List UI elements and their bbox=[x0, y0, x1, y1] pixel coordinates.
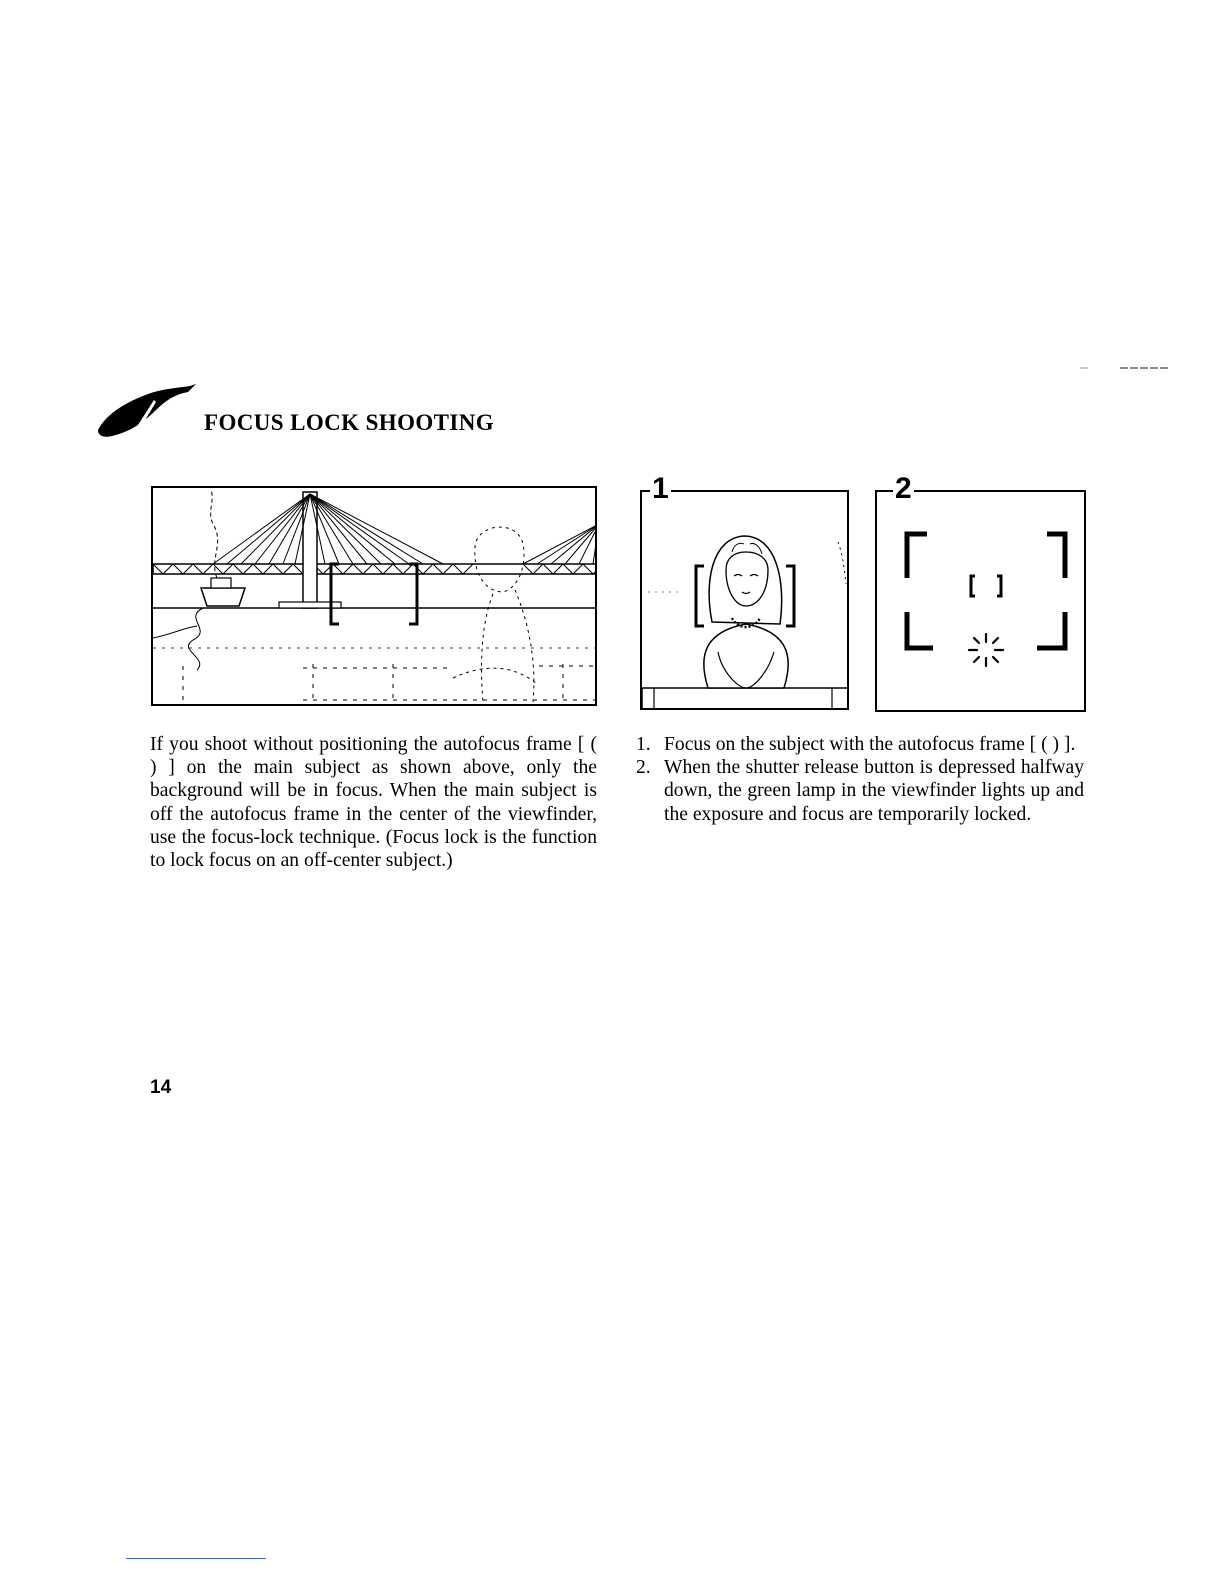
step-text: When the shutter release button is depressed halfway down, the green lamp in the viewfinder lights up and the exposure and focus are temporarily locked. bbox=[664, 757, 1084, 825]
step-1-drawing bbox=[642, 492, 849, 710]
step-number: 2. bbox=[636, 757, 651, 779]
green-lamp-icon bbox=[969, 634, 1003, 666]
intro-paragraph: If you shoot without positioning the autofocus frame [ ( ) ] on the main subject as shown above, only the background will be in focus. When the main subject is off the autofocus frame in the center of the viewfinder, use the focus-lock technique. (Focus lock is the function to lock focus on an off-center subject.) bbox=[150, 734, 597, 872]
page-title: FOCUS LOCK SHOOTING bbox=[204, 410, 495, 435]
step-number: 1. bbox=[636, 734, 651, 755]
step-item bbox=[636, 756, 1084, 826]
step-item bbox=[636, 733, 1084, 756]
steps-list bbox=[636, 733, 1084, 826]
section-number-icon bbox=[92, 380, 202, 440]
step-1-label: 1 bbox=[652, 472, 669, 505]
footer-rule bbox=[126, 1558, 266, 1559]
bridge-scene-drawing bbox=[153, 488, 597, 706]
viewfinder-drawing bbox=[877, 492, 1086, 712]
scan-artifact bbox=[1060, 362, 1170, 372]
bridge-scene-illustration bbox=[151, 486, 597, 706]
step-2-viewfinder-illustration bbox=[875, 490, 1086, 712]
page-number: 14 bbox=[150, 1077, 172, 1098]
step-2-label: 2 bbox=[895, 472, 912, 505]
step-1-illustration bbox=[640, 490, 849, 710]
step-text: Focus on the subject with the autofocus frame [ ( ) ]. bbox=[664, 734, 1076, 755]
